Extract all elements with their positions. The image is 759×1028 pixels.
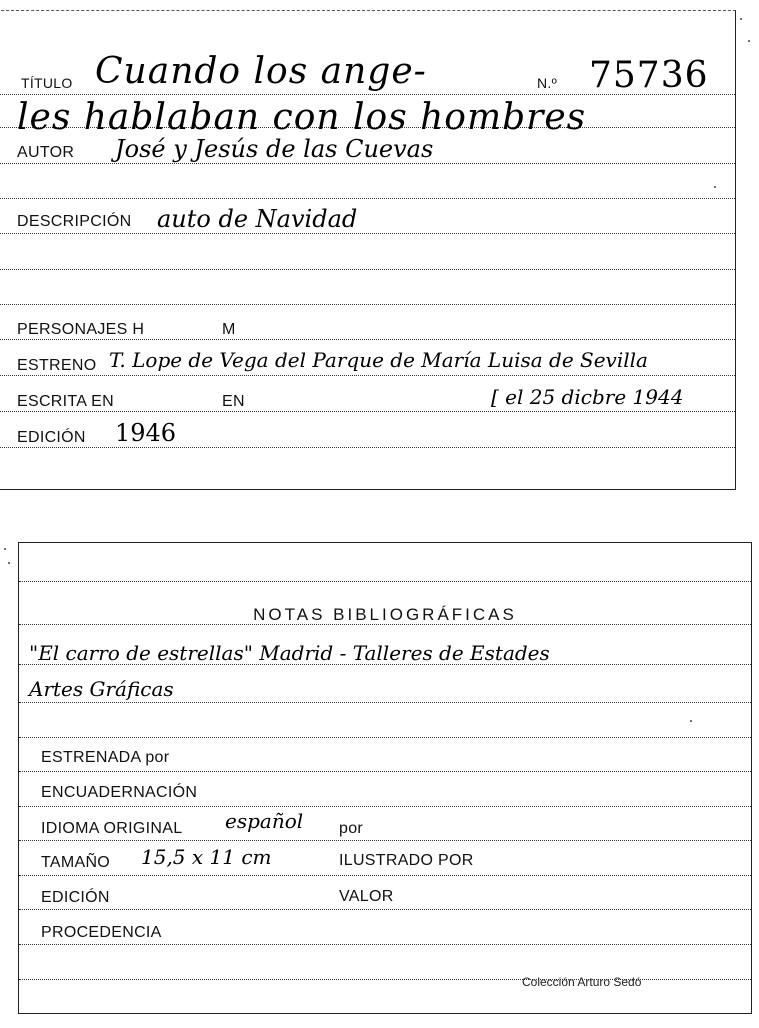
en-label: EN [222,393,245,410]
notas-line1: "El carro de estrellas" Madrid - Talleres de Estades [29,641,550,665]
valor-label: VALOR [339,888,394,905]
rule [0,198,735,199]
rule [0,411,735,412]
rule [19,737,751,738]
notas-line2: Artes Gráficas [29,677,174,701]
scan-speck [690,720,692,722]
procedencia-label: PROCEDENCIA [41,924,162,941]
rule [19,702,751,703]
notas-title: NOTAS BIBLIOGRÁFICAS [253,605,517,624]
descripcion-value: auto de Navidad [157,205,358,233]
rule [19,944,751,945]
idioma-label: IDIOMA ORIGINAL [41,820,183,837]
rule [19,581,751,582]
rule [0,339,735,340]
titulo-label: TÍTULO [21,75,73,91]
rule [19,840,751,841]
rule [0,447,735,448]
edicion-value: 1946 [115,419,177,447]
catalog-card-bottom [18,542,752,1014]
scan-speck [740,18,742,20]
autor-value: José y Jesús de las Cuevas [115,135,434,163]
rule [0,304,735,305]
numero-value: 75736 [589,55,709,96]
encuadernacion-label: ENCUADERNACIÓN [41,784,198,801]
estreno-value: T. Lope de Vega del Parque de María Luisa de Sevilla [109,348,648,372]
rule [19,771,751,772]
rule [19,806,751,807]
scan-speck [8,562,10,564]
rule [0,269,735,270]
rule [0,163,735,164]
descripcion-label: DESCRIPCIÓN [17,213,132,230]
edicion-label-2: EDICIÓN [41,889,110,906]
ilustrado-label: ILUSTRADO POR [339,852,474,869]
estreno-label: ESTRENO [17,357,97,374]
catalog-card-top [0,10,736,490]
escrita-date: [ el 25 dicbre 1944 [491,385,684,409]
rule [19,875,751,876]
titulo-value-line1: Cuando los ange- [95,51,427,92]
rule [19,909,751,910]
escrita-en-label: ESCRITA EN [17,393,114,410]
edicion-label: EDICIÓN [17,429,86,446]
autor-label: AUTOR [17,144,75,161]
titulo-value-line2: les hablaban con los hombres [17,97,587,138]
personajes-label: PERSONAJES H [17,321,145,338]
rule [0,233,735,234]
idioma-value: español [225,809,304,833]
coleccion-stamp: Colección Arturo Sedó [522,975,642,989]
personajes-m-label: M [222,321,236,338]
por-label: por [339,820,364,837]
numero-label: N.º [537,75,558,91]
scan-speck [4,548,6,550]
rule [0,375,735,376]
tamano-value: 15,5 x 11 cm [141,845,272,869]
tamano-label: TAMAÑO [41,854,111,871]
scan-speck [714,186,716,188]
estrenada-label: ESTRENADA por [41,749,170,766]
scan-speck [748,40,750,42]
